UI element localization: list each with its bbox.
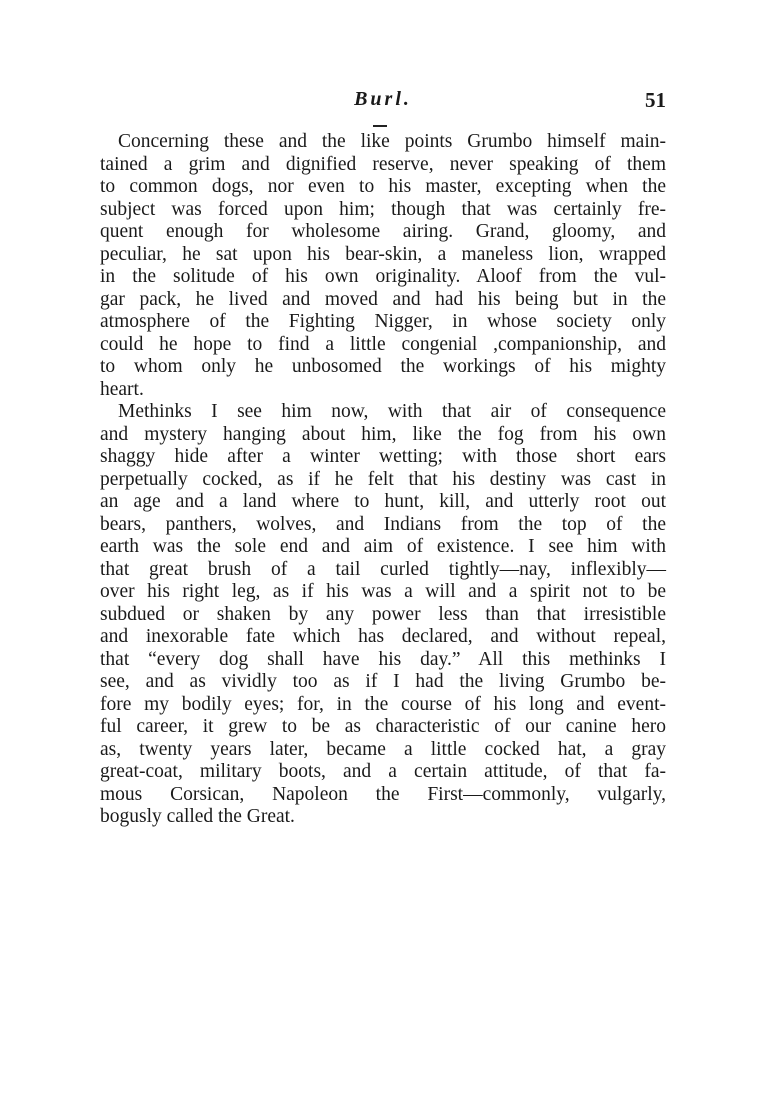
text-line: in the solitude of his own originality. Aloof from the vul-	[100, 266, 666, 287]
page-header	[100, 88, 666, 114]
text-line: mous Corsican, Napoleon the First—commonly, vulgarly,	[100, 783, 666, 805]
text-line: to whom only he unbosomed the workings of his mighty	[100, 356, 666, 377]
text-line: an age and a land where to hunt, kill, and utterly root out	[100, 491, 666, 512]
text-line: subject was forced upon him; though that was certainly fre-	[100, 198, 666, 220]
body-text	[100, 131, 666, 829]
text-line: perpetually cocked, as if he felt that his destiny was cast in	[100, 468, 666, 490]
text-line: tained a grim and dignified reserve, never speaking of them	[100, 153, 666, 175]
text-line: that great brush of a tail curled tightly—nay, inflexibly—	[100, 558, 666, 580]
text-line: fore my bodily eyes; for, in the course of his long and event-	[100, 693, 666, 715]
header-rule	[373, 125, 387, 127]
text-line: to common dogs, nor even to his master, excepting when the	[100, 176, 666, 197]
text-line: great-coat, military boots, and a certain attitude, of that fa-	[100, 761, 666, 782]
text-line: subdued or shaken by any power less than that irresistible	[100, 603, 666, 625]
text-line: peculiar, he sat upon his bear-skin, a maneless lion, wrapped	[100, 243, 666, 265]
text-line: see, and as vividly too as if I had the living Grumbo be-	[100, 671, 666, 692]
running-title: Burl.	[354, 88, 412, 110]
text-line: bogusly called the Great.	[100, 806, 295, 827]
text-line: shaggy hide after a winter wetting; with those short ears	[100, 446, 666, 467]
text-line: could he hope to find a little congenial ,companionship, and	[100, 333, 666, 355]
text-line: gar pack, he lived and moved and had his being but in the	[100, 288, 666, 310]
text-line: Methinks I see him now, with that air of consequence	[118, 401, 666, 422]
text-line: and mystery hanging about him, like the fog from his own	[100, 423, 666, 445]
text-line: earth was the sole end and aim of existence. I see him with	[100, 536, 666, 557]
page-number: 51	[645, 88, 666, 112]
text-line: as, twenty years later, became a little cocked hat, a gray	[100, 738, 666, 760]
text-line: and inexorable fate which has declared, and without repeal,	[100, 626, 666, 647]
text-line: that “every dog shall have his day.” All this methinks I	[100, 648, 666, 670]
text-line: over his right leg, as if his was a will and a spirit not to be	[100, 581, 666, 602]
text-line: atmosphere of the Fighting Nigger, in whose society only	[100, 311, 666, 332]
text-line: heart.	[100, 378, 144, 400]
text-line: Concerning these and the like points Grumbo himself main-	[118, 131, 666, 152]
text-line: quent enough for wholesome airing. Grand, gloomy, and	[100, 221, 666, 242]
text-line: ful career, it grew to be as characteristic of our canine hero	[100, 716, 666, 737]
text-line: bears, panthers, wolves, and Indians from the top of the	[100, 513, 666, 535]
